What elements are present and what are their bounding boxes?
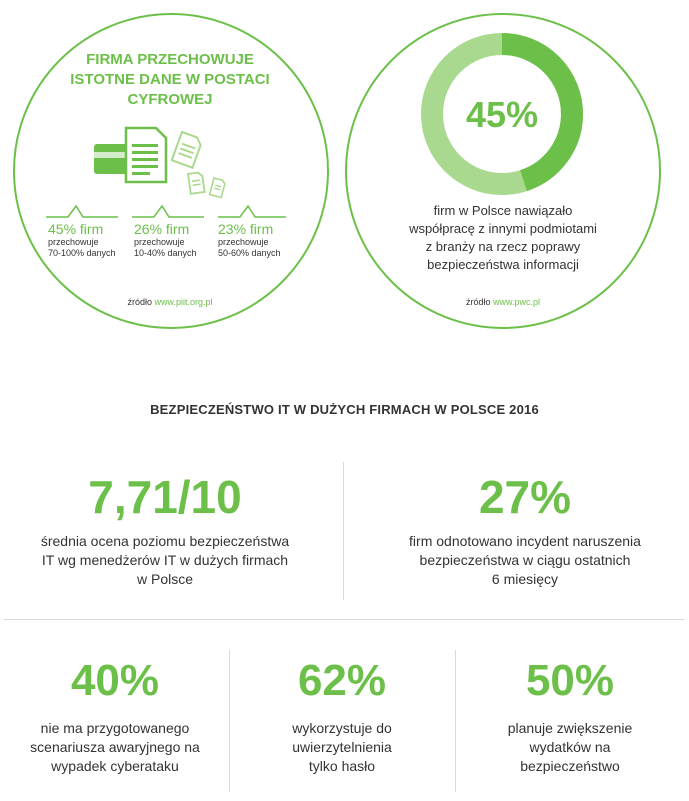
desc-line: bezpieczeństwo	[520, 758, 620, 774]
desc-line: wypadek cyberataku	[51, 758, 179, 774]
stat-line: przechowuje	[48, 237, 99, 247]
stat-line: przechowuje	[134, 237, 185, 247]
divider-horizontal	[4, 619, 684, 620]
desc-line: bezpieczeństwa informacji	[427, 257, 579, 272]
desc-line: współpracę z innymi podmiotami	[409, 221, 597, 236]
desc-line: 6 miesięcy	[491, 571, 559, 587]
stat-block	[134, 221, 214, 259]
stat-percent: 45% firm	[48, 221, 104, 237]
donut-percent: 45%	[465, 94, 539, 135]
desc-line: w Polsce	[136, 571, 194, 587]
stat-block	[218, 221, 298, 259]
source-note	[100, 297, 240, 307]
circle-left-title: FIRMA PRZECHOWUJE ISTOTNE DANE W POSTACI CYFROWEJ	[70, 51, 270, 108]
desc-line: tylko hasło	[308, 758, 376, 774]
stat-block	[48, 221, 128, 259]
desc-line: nie ma przygotowanego	[40, 720, 190, 736]
stat-description	[0, 719, 230, 776]
source-note	[433, 297, 573, 307]
section-title: BEZPIECZEŃSTWO IT W DUŻYCH FIRMACH W POLSCE 2016	[150, 402, 539, 417]
stat-description	[455, 719, 685, 776]
small-document-icon	[188, 172, 205, 194]
documents-illustration	[90, 122, 240, 200]
desc-line: uwierzytelnienia	[292, 739, 392, 755]
desc-line: bezpieczeństwa w ciągu ostatnich	[419, 552, 631, 568]
desc-line: średnia ocena poziomu bezpieczeństwa	[40, 533, 290, 549]
divider-vertical	[343, 462, 344, 600]
desc-line: z branży na rzecz poprawy	[425, 239, 581, 254]
pulse-lines	[46, 203, 291, 219]
stat-line: 50-60% danych	[218, 248, 281, 258]
circle-right-desc	[360, 202, 646, 274]
stat-line: przechowuje	[218, 237, 269, 247]
small-document-icon	[172, 132, 203, 168]
desc-line: planuje zwiększenie	[507, 720, 633, 736]
stat-value: 62%	[297, 656, 387, 705]
stat-value: 27%	[478, 471, 572, 523]
desc-line: firm odnotowano incydent naruszenia	[409, 533, 641, 549]
stat-value: 40%	[70, 656, 160, 705]
source-link[interactable]: www.piit.org.pl	[154, 297, 213, 307]
desc-line: scenariusza awaryjnego na	[30, 739, 200, 755]
stat-value: 7,71/10	[88, 471, 242, 523]
source-link[interactable]: www.pwc.pl	[493, 297, 541, 307]
stat-description	[0, 532, 330, 589]
desc-line: wykorzystuje do	[292, 720, 392, 736]
small-document-icon	[210, 178, 226, 198]
source-label: źródło	[465, 297, 491, 307]
stat-line: 70-100% danych	[48, 248, 116, 258]
document-icon	[126, 128, 166, 182]
folder-icon	[94, 144, 128, 174]
source-label: źródło	[127, 297, 152, 307]
stat-percent: 26% firm	[134, 221, 190, 237]
stat-line: 10-40% danych	[134, 248, 197, 258]
desc-line: wydatków na	[529, 739, 611, 755]
stat-description	[360, 532, 689, 589]
stat-value: 50%	[525, 656, 615, 705]
desc-line: firm w Polsce nawiązało	[433, 203, 573, 218]
stat-percent: 23% firm	[218, 221, 274, 237]
stat-description	[229, 719, 455, 776]
desc-line: IT wg menedżerów IT w dużych firmach	[41, 552, 289, 568]
